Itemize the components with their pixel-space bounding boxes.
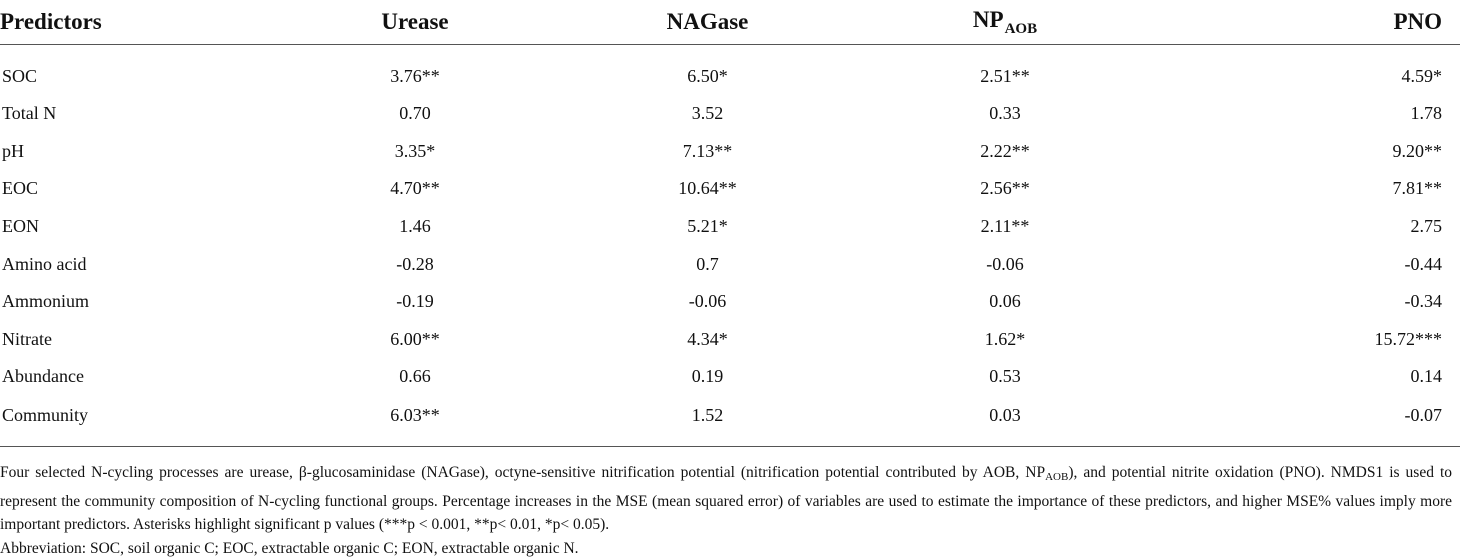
table-row bbox=[0, 95, 1460, 133]
table-row bbox=[0, 133, 1460, 171]
cell-pno: -0.07 bbox=[1155, 396, 1460, 447]
cell-predictor: pH bbox=[0, 133, 270, 171]
cell-npaob: 2.11** bbox=[855, 208, 1155, 246]
cell-predictor: Abundance bbox=[0, 358, 270, 396]
table-header bbox=[0, 0, 1460, 45]
cell-pno: -0.34 bbox=[1155, 283, 1460, 321]
cell-npaob: 2.51** bbox=[855, 45, 1155, 96]
cell-npaob: 0.03 bbox=[855, 396, 1155, 447]
cell-npaob: -0.06 bbox=[855, 245, 1155, 283]
cell-pno: 0.14 bbox=[1155, 358, 1460, 396]
table-row bbox=[0, 170, 1460, 208]
cell-nagase: 0.19 bbox=[560, 358, 855, 396]
table-row bbox=[0, 45, 1460, 96]
table-row bbox=[0, 283, 1460, 321]
header-nagase: NAGase bbox=[560, 0, 855, 45]
header-npaob-subscript: AOB bbox=[1005, 21, 1038, 37]
cell-pno: 15.72*** bbox=[1155, 321, 1460, 359]
header-npaob bbox=[855, 0, 1155, 45]
cell-pno: 2.75 bbox=[1155, 208, 1460, 246]
header-urease: Urease bbox=[270, 0, 560, 45]
cell-nagase: 1.52 bbox=[560, 396, 855, 447]
header-pno: PNO bbox=[1155, 0, 1460, 45]
cell-nagase: 5.21* bbox=[560, 208, 855, 246]
header-row bbox=[0, 0, 1460, 45]
cell-npaob: 0.06 bbox=[855, 283, 1155, 321]
cell-npaob: 2.56** bbox=[855, 170, 1155, 208]
footnote-description bbox=[0, 461, 1452, 537]
table-body bbox=[0, 45, 1460, 447]
table-row bbox=[0, 396, 1460, 447]
cell-urease: 3.76** bbox=[270, 45, 560, 96]
cell-npaob: 1.62* bbox=[855, 321, 1155, 359]
table-row bbox=[0, 358, 1460, 396]
cell-predictor: Community bbox=[0, 396, 270, 447]
footnote-part2: ), and potential nitrite oxidation (PNO). NMDS1 is used to represent the community composition of N-cycling functional groups. Percentage increases in the MSE (mean squared error) of variables are used to estimate the importance of these predictors, and higher MSE% values imply more important predictors. Asterisks highlight significant p values (***p < 0.001, **p< 0.01, *p< 0.05). bbox=[0, 464, 1452, 533]
header-npaob-main: NP bbox=[973, 7, 1004, 32]
header-predictors: Predictors bbox=[0, 0, 270, 45]
cell-pno: 9.20** bbox=[1155, 133, 1460, 171]
cell-predictor: Amino acid bbox=[0, 245, 270, 283]
cell-pno: 1.78 bbox=[1155, 95, 1460, 133]
cell-urease: 3.35* bbox=[270, 133, 560, 171]
cell-urease: 6.00** bbox=[270, 321, 560, 359]
table-footnote bbox=[0, 461, 1452, 560]
cell-urease: 6.03** bbox=[270, 396, 560, 447]
cell-pno: 7.81** bbox=[1155, 170, 1460, 208]
cell-predictor: SOC bbox=[0, 45, 270, 96]
cell-pno: 4.59* bbox=[1155, 45, 1460, 96]
footnote-abbreviation: Abbreviation: SOC, soil organic C; EOC, extractable organic C; EON, extractable organic N. bbox=[0, 537, 1452, 560]
footnote-part1: Four selected N-cycling processes are urease, β-glucosaminidase (NAGase), octyne-sensitive nitrification potential (nitrification potential contributed by AOB, NP bbox=[0, 464, 1045, 481]
table-row bbox=[0, 245, 1460, 283]
cell-nagase: 7.13** bbox=[560, 133, 855, 171]
cell-predictor: EOC bbox=[0, 170, 270, 208]
cell-predictor: Total N bbox=[0, 95, 270, 133]
cell-nagase: -0.06 bbox=[560, 283, 855, 321]
cell-nagase: 6.50* bbox=[560, 45, 855, 96]
cell-urease: 1.46 bbox=[270, 208, 560, 246]
cell-npaob: 0.33 bbox=[855, 95, 1155, 133]
cell-nagase: 10.64** bbox=[560, 170, 855, 208]
cell-urease: -0.28 bbox=[270, 245, 560, 283]
cell-predictor: EON bbox=[0, 208, 270, 246]
cell-predictor: Nitrate bbox=[0, 321, 270, 359]
cell-pno: -0.44 bbox=[1155, 245, 1460, 283]
cell-npaob: 2.22** bbox=[855, 133, 1155, 171]
cell-nagase: 4.34* bbox=[560, 321, 855, 359]
cell-urease: 0.70 bbox=[270, 95, 560, 133]
table-row bbox=[0, 208, 1460, 246]
cell-urease: -0.19 bbox=[270, 283, 560, 321]
cell-nagase: 3.52 bbox=[560, 95, 855, 133]
cell-predictor: Ammonium bbox=[0, 283, 270, 321]
cell-nagase: 0.7 bbox=[560, 245, 855, 283]
footnote-subscript: AOB bbox=[1045, 471, 1068, 483]
cell-urease: 0.66 bbox=[270, 358, 560, 396]
cell-npaob: 0.53 bbox=[855, 358, 1155, 396]
cell-urease: 4.70** bbox=[270, 170, 560, 208]
table-row bbox=[0, 321, 1460, 359]
